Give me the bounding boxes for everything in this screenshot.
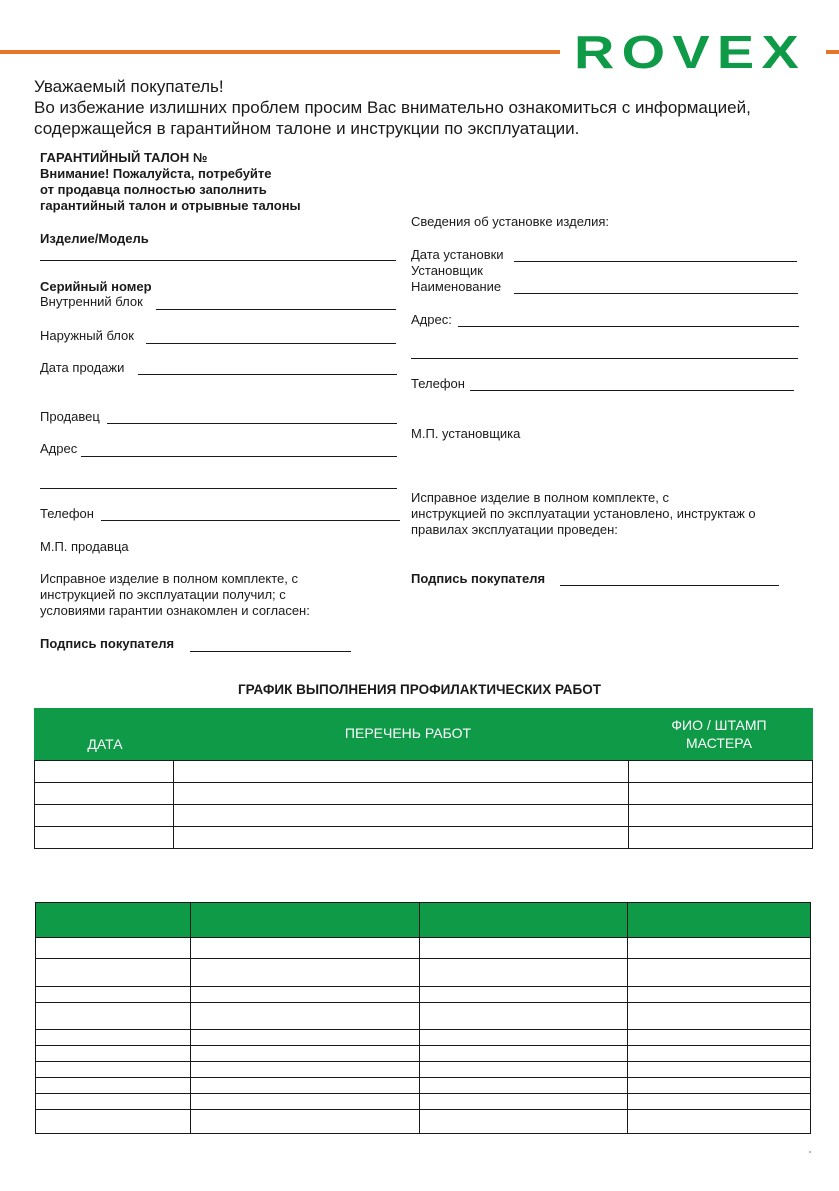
installer-stamp-label: М.П. установщика xyxy=(411,426,521,441)
seller-phone-field[interactable] xyxy=(101,520,400,521)
table-row xyxy=(36,1030,811,1046)
product-model-label: Изделие/Модель xyxy=(40,231,149,246)
buyer-confirm-right-1: Исправное изделие в полном комплекте, с xyxy=(411,490,670,505)
intro-line-2: Во избежание излишних проблем просим Вас внимательно ознакомиться с информацией, xyxy=(34,98,751,117)
table-row xyxy=(36,1046,811,1062)
maintenance-table-header xyxy=(34,708,813,760)
installer-address-label: Адрес: xyxy=(411,312,452,327)
table-row xyxy=(35,783,813,805)
seller-stamp-label: М.П. продавца xyxy=(40,539,129,554)
seller-phone-label: Телефон xyxy=(40,506,94,521)
buyer-confirm-left-3: условиями гарантии ознакомлен и согласен: xyxy=(40,603,310,618)
indoor-unit-field[interactable] xyxy=(156,309,396,310)
intro-text xyxy=(34,76,751,139)
table-row xyxy=(35,805,813,827)
col-date-header: ДАТА xyxy=(87,736,123,752)
installer-name-label: Наименование xyxy=(411,279,502,294)
buyer-confirm-left xyxy=(40,571,310,619)
warranty-note-2: от продавца полностью заполнить xyxy=(40,182,267,197)
rovex-logo xyxy=(572,30,808,74)
col-master-header-2: МАСТЕРА xyxy=(686,735,752,751)
outdoor-unit-label: Наружный блок xyxy=(40,328,134,343)
install-info-label: Сведения об установке изделия: xyxy=(411,214,609,229)
intro-line-1: Уважаемый покупатель! xyxy=(34,77,224,96)
buyer-signature-right-label: Подпись покупателя xyxy=(411,571,546,586)
installer-address-field[interactable] xyxy=(458,326,799,327)
buyer-signature-left-field[interactable] xyxy=(190,651,351,652)
table-row xyxy=(36,1110,811,1134)
header-orange-line-end xyxy=(826,50,839,54)
installer-phone-field[interactable] xyxy=(470,390,794,391)
col-works-header: ПЕРЕЧЕНЬ РАБОТ xyxy=(344,725,472,741)
sale-date-label: Дата продажи xyxy=(40,360,125,375)
buyer-confirm-right-3: правилах эксплуатации проведен: xyxy=(411,522,618,537)
outdoor-unit-field[interactable] xyxy=(146,343,396,344)
table-row xyxy=(36,1094,811,1110)
table-row xyxy=(36,1078,811,1094)
table-row xyxy=(36,938,811,959)
buyer-signature-left-label: Подпись покупателя xyxy=(40,636,175,651)
table-row xyxy=(36,959,811,987)
table-row xyxy=(36,1062,811,1078)
serial-number-label: Серийный номер xyxy=(40,279,152,294)
buyer-signature-right-field[interactable] xyxy=(560,585,779,586)
table-row xyxy=(36,1003,811,1030)
seller-label: Продавец xyxy=(40,409,100,424)
product-model-field[interactable] xyxy=(40,260,396,261)
buyer-confirm-left-2: инструкцией по эксплуатации получил; с xyxy=(40,587,286,602)
header-orange-line xyxy=(0,50,560,54)
buyer-confirm-left-1: Исправное изделие в полном комплекте, с xyxy=(40,571,299,586)
installer-label: Установщик xyxy=(411,263,483,278)
table-header-row xyxy=(36,903,811,938)
maintenance-table xyxy=(34,760,813,849)
col-master-header-1: ФИО / ШТАМП xyxy=(671,717,767,733)
buyer-confirm-right xyxy=(411,490,756,538)
warranty-note-1: Внимание! Пожалуйста, потребуйте xyxy=(40,166,272,181)
table-row xyxy=(36,987,811,1003)
coupon-table xyxy=(35,902,811,1134)
intro-line-3: содержащейся в гарантийном талоне и инструкции по эксплуатации. xyxy=(34,119,580,138)
warranty-note-3: гарантийный талон и отрывные талоны xyxy=(40,198,301,213)
installer-address-field-2[interactable] xyxy=(411,358,798,359)
warranty-title xyxy=(40,150,301,214)
warranty-card-title: ГАРАНТИЙНЫЙ ТАЛОН № xyxy=(40,150,208,165)
seller-address-label: Адрес xyxy=(40,441,78,456)
seller-address-field[interactable] xyxy=(81,456,397,457)
installer-name-field[interactable] xyxy=(514,293,798,294)
maintenance-title: ГРАФИК ВЫПОЛНЕНИЯ ПРОФИЛАКТИЧЕСКИХ РАБОТ xyxy=(237,682,602,697)
seller-address-field-2[interactable] xyxy=(40,488,397,489)
table-row xyxy=(35,827,813,849)
seller-field[interactable] xyxy=(107,423,397,424)
indoor-unit-label: Внутренний блок xyxy=(40,294,143,309)
sale-date-field[interactable] xyxy=(138,374,397,375)
install-date-label: Дата установки xyxy=(411,247,504,262)
installer-phone-label: Телефон xyxy=(411,376,465,391)
table-row xyxy=(35,761,813,783)
page-mark xyxy=(809,1151,811,1153)
install-date-field[interactable] xyxy=(514,261,797,262)
buyer-confirm-right-2: инструкцией по эксплуатации установлено, инструктаж о xyxy=(411,506,756,521)
svg-text:ROVEX: ROVEX xyxy=(574,30,806,74)
